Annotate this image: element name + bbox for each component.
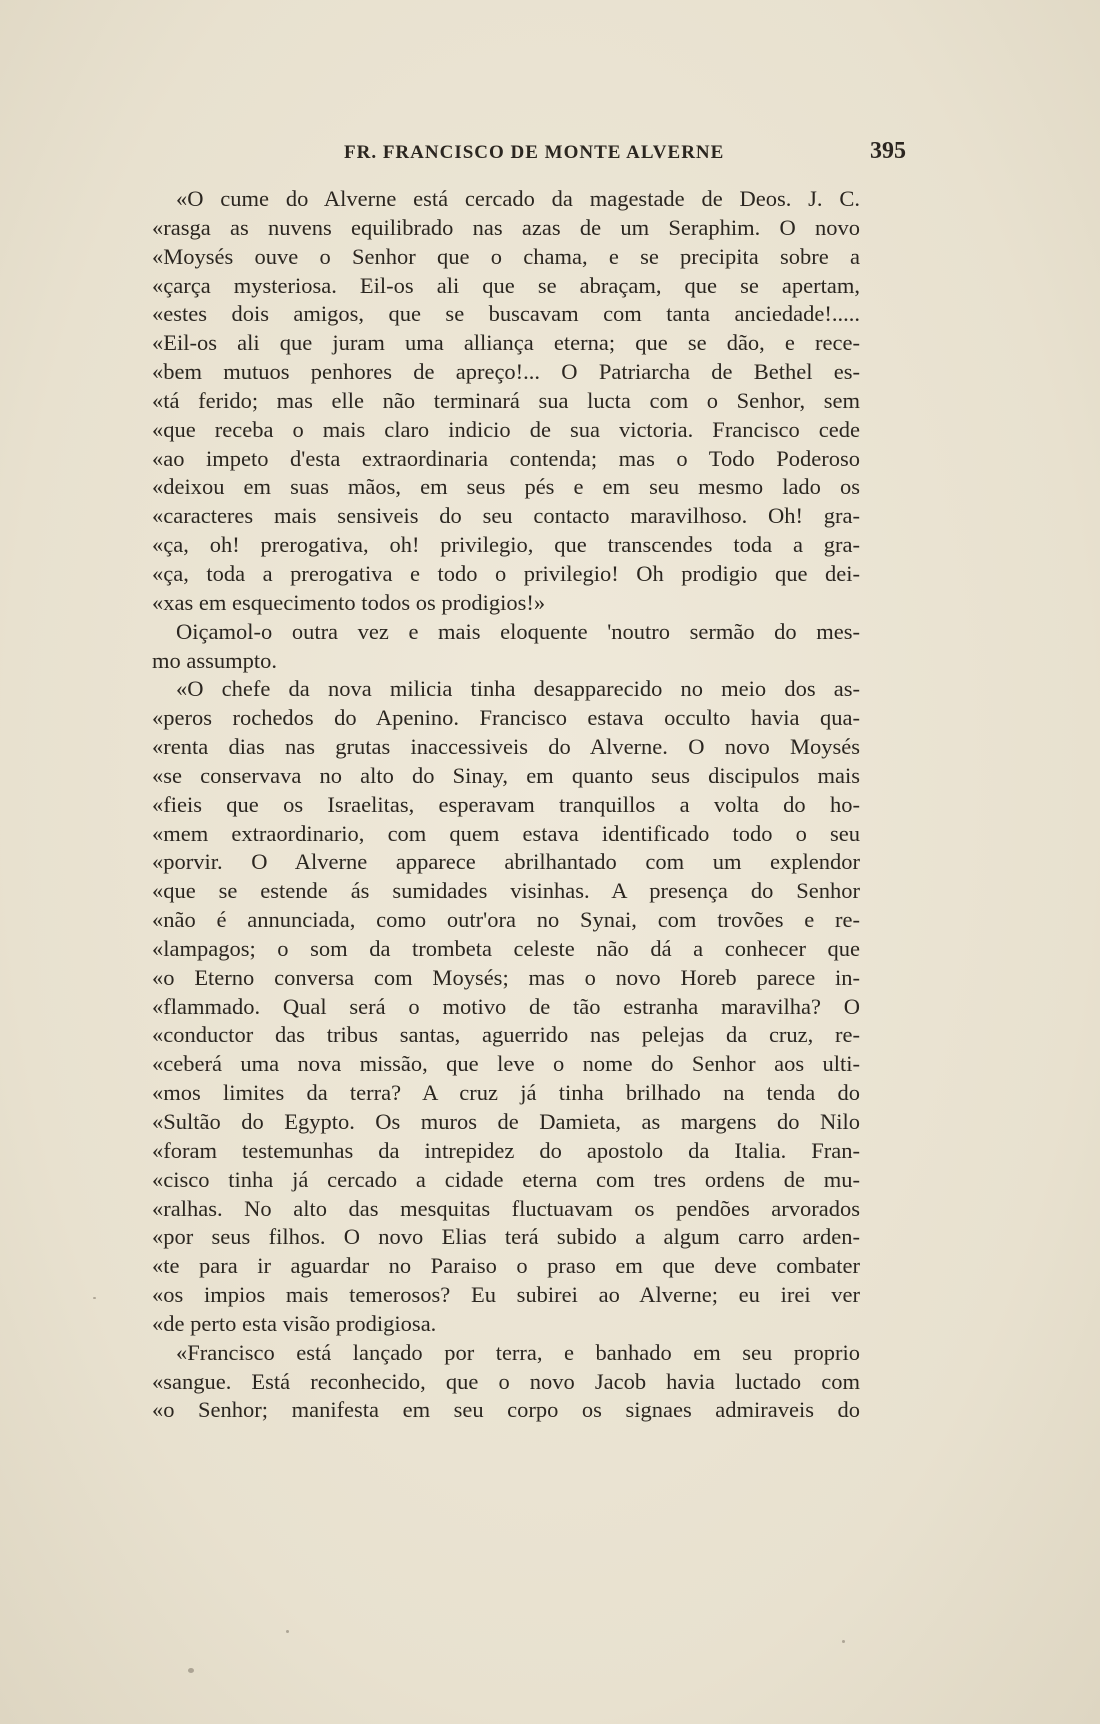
text-line: «Francisco está lançado por terra, e banhado em seu proprio <box>176 1339 860 1365</box>
text-line: «conductor das tribus santas, aguerrido nas pelejas da cruz, re- <box>152 1022 860 1048</box>
text-line: «mem extraordinario, com quem estava identificado todo o seu <box>152 820 860 846</box>
text-line: «de perto esta visão prodigiosa. <box>152 1310 437 1336</box>
text-line: «Eil-os ali que juram uma alliança eterna; que se dão, e rece- <box>152 330 860 356</box>
page-number: 395 <box>870 138 906 164</box>
text-line: «tá ferido; mas elle não terminará sua lucta com o Senhor, sem <box>152 387 860 413</box>
paper-speck <box>93 1297 96 1299</box>
text-line: «por seus filhos. O novo Elias terá subido a algum carro arden- <box>152 1224 860 1250</box>
text-line: «não é annunciada, como outr'ora no Synai, com trovões e re- <box>152 907 860 933</box>
text-line: «flammado. Qual será o motivo de tão estranha maravilha? O <box>152 993 860 1019</box>
text-line: «Moysés ouve o Senhor que o chama, e se precipita sobre a <box>152 243 860 269</box>
text-line: «sangue. Está reconhecido, que o novo Jacob havia luctado com <box>152 1368 860 1394</box>
text-line: «ao impeto d'esta extraordinaria contenda; mas o Todo Poderoso <box>152 445 860 471</box>
text-line: «peros rochedos do Apenino. Francisco estava occulto havia qua- <box>152 705 860 731</box>
text-line: «ceberá uma nova missão, que leve o nome do Senhor aos ulti- <box>152 1051 860 1077</box>
text-line: «estes dois amigos, que se buscavam com tanta anciedade!..... <box>152 301 860 327</box>
text-line: «deixou em suas mãos, em seus pés e em seu mesmo lado os <box>152 474 860 500</box>
text-line: «xas em esquecimento todos os prodigios!» <box>152 589 546 615</box>
text-line: «fieis que os Israelitas, esperavam tranquillos a volta do ho- <box>152 791 860 817</box>
running-title: FR. FRANCISCO DE MONTE ALVERNE <box>344 142 725 163</box>
text-line: «que receba o mais claro indicio de sua victoria. Francisco cede <box>152 416 860 442</box>
paper-speck <box>842 1640 845 1643</box>
text-line: «Sultão do Egypto. Os muros de Damieta, as margens do Nilo <box>152 1109 860 1134</box>
text-line: «caracteres mais sensiveis do seu contacto maravilhoso. Oh! gra- <box>152 503 860 529</box>
text-line: «os impios mais temerosos? Eu subirei ao Alverne; eu irei ver <box>152 1282 860 1308</box>
text-line: «porvir. O Alverne apparece abrilhantado com um explendor <box>152 849 860 875</box>
body-text <box>152 185 860 1425</box>
text-line: «te para ir aguardar no Paraiso o praso em que deve combater <box>152 1253 860 1279</box>
text-line: «ça, toda a prerogativa e todo o privilegio! Oh prodigio que dei- <box>152 560 860 586</box>
text-line: «o Eterno conversa com Moysés; mas o novo Horeb parece in- <box>152 964 860 990</box>
paper-speck <box>188 1668 194 1673</box>
text-line: «çarça mysteriosa. Eil-os ali que se abraçam, que se apertam, <box>152 272 860 298</box>
text-line: «que se estende ás sumidades visinhas. A presença do Senhor <box>152 878 860 904</box>
text-line: «lampagos; o som da trombeta celeste não dá a conhecer que <box>152 935 860 961</box>
text-line: «ralhas. No alto das mesquitas fluctuavam os pendões arvorados <box>152 1195 860 1221</box>
text-line: «bem mutuos penhores de apreço!... O Patriarcha de Bethel es- <box>152 359 860 385</box>
text-line: Oiçamol-o outra vez e mais eloquente 'noutro sermão do mes- <box>176 618 860 644</box>
text-line: «rasga as nuvens equilibrado nas azas de um Seraphim. O novo <box>152 214 860 240</box>
text-line: «cisco tinha já cercado a cidade eterna com tres ordens de mu- <box>152 1166 860 1192</box>
paper-speck <box>286 1630 289 1633</box>
text-line: «O cume do Alverne está cercado da magestade de Deos. J. C. <box>176 186 860 211</box>
text-line: «O chefe da nova milicia tinha desapparecido no meio dos as- <box>176 676 860 702</box>
running-header <box>154 138 906 170</box>
text-line: «se conservava no alto do Sinay, em quanto seus discipulos mais <box>152 762 860 788</box>
text-line: «o Senhor; manifesta em seu corpo os signaes admiraveis do <box>152 1397 860 1423</box>
text-line: «foram testemunhas da intrepidez do apostolo da Italia. Fran- <box>152 1137 860 1163</box>
text-line: «mos limites da terra? A cruz já tinha brilhado na tenda do <box>152 1080 860 1106</box>
text-line: mo assumpto. <box>152 647 278 673</box>
text-line: «renta dias nas grutas inaccessiveis do Alverne. O novo Moysés <box>152 734 860 760</box>
text-line: «ça, oh! prerogativa, oh! privilegio, que transcendes toda a gra- <box>152 532 860 558</box>
